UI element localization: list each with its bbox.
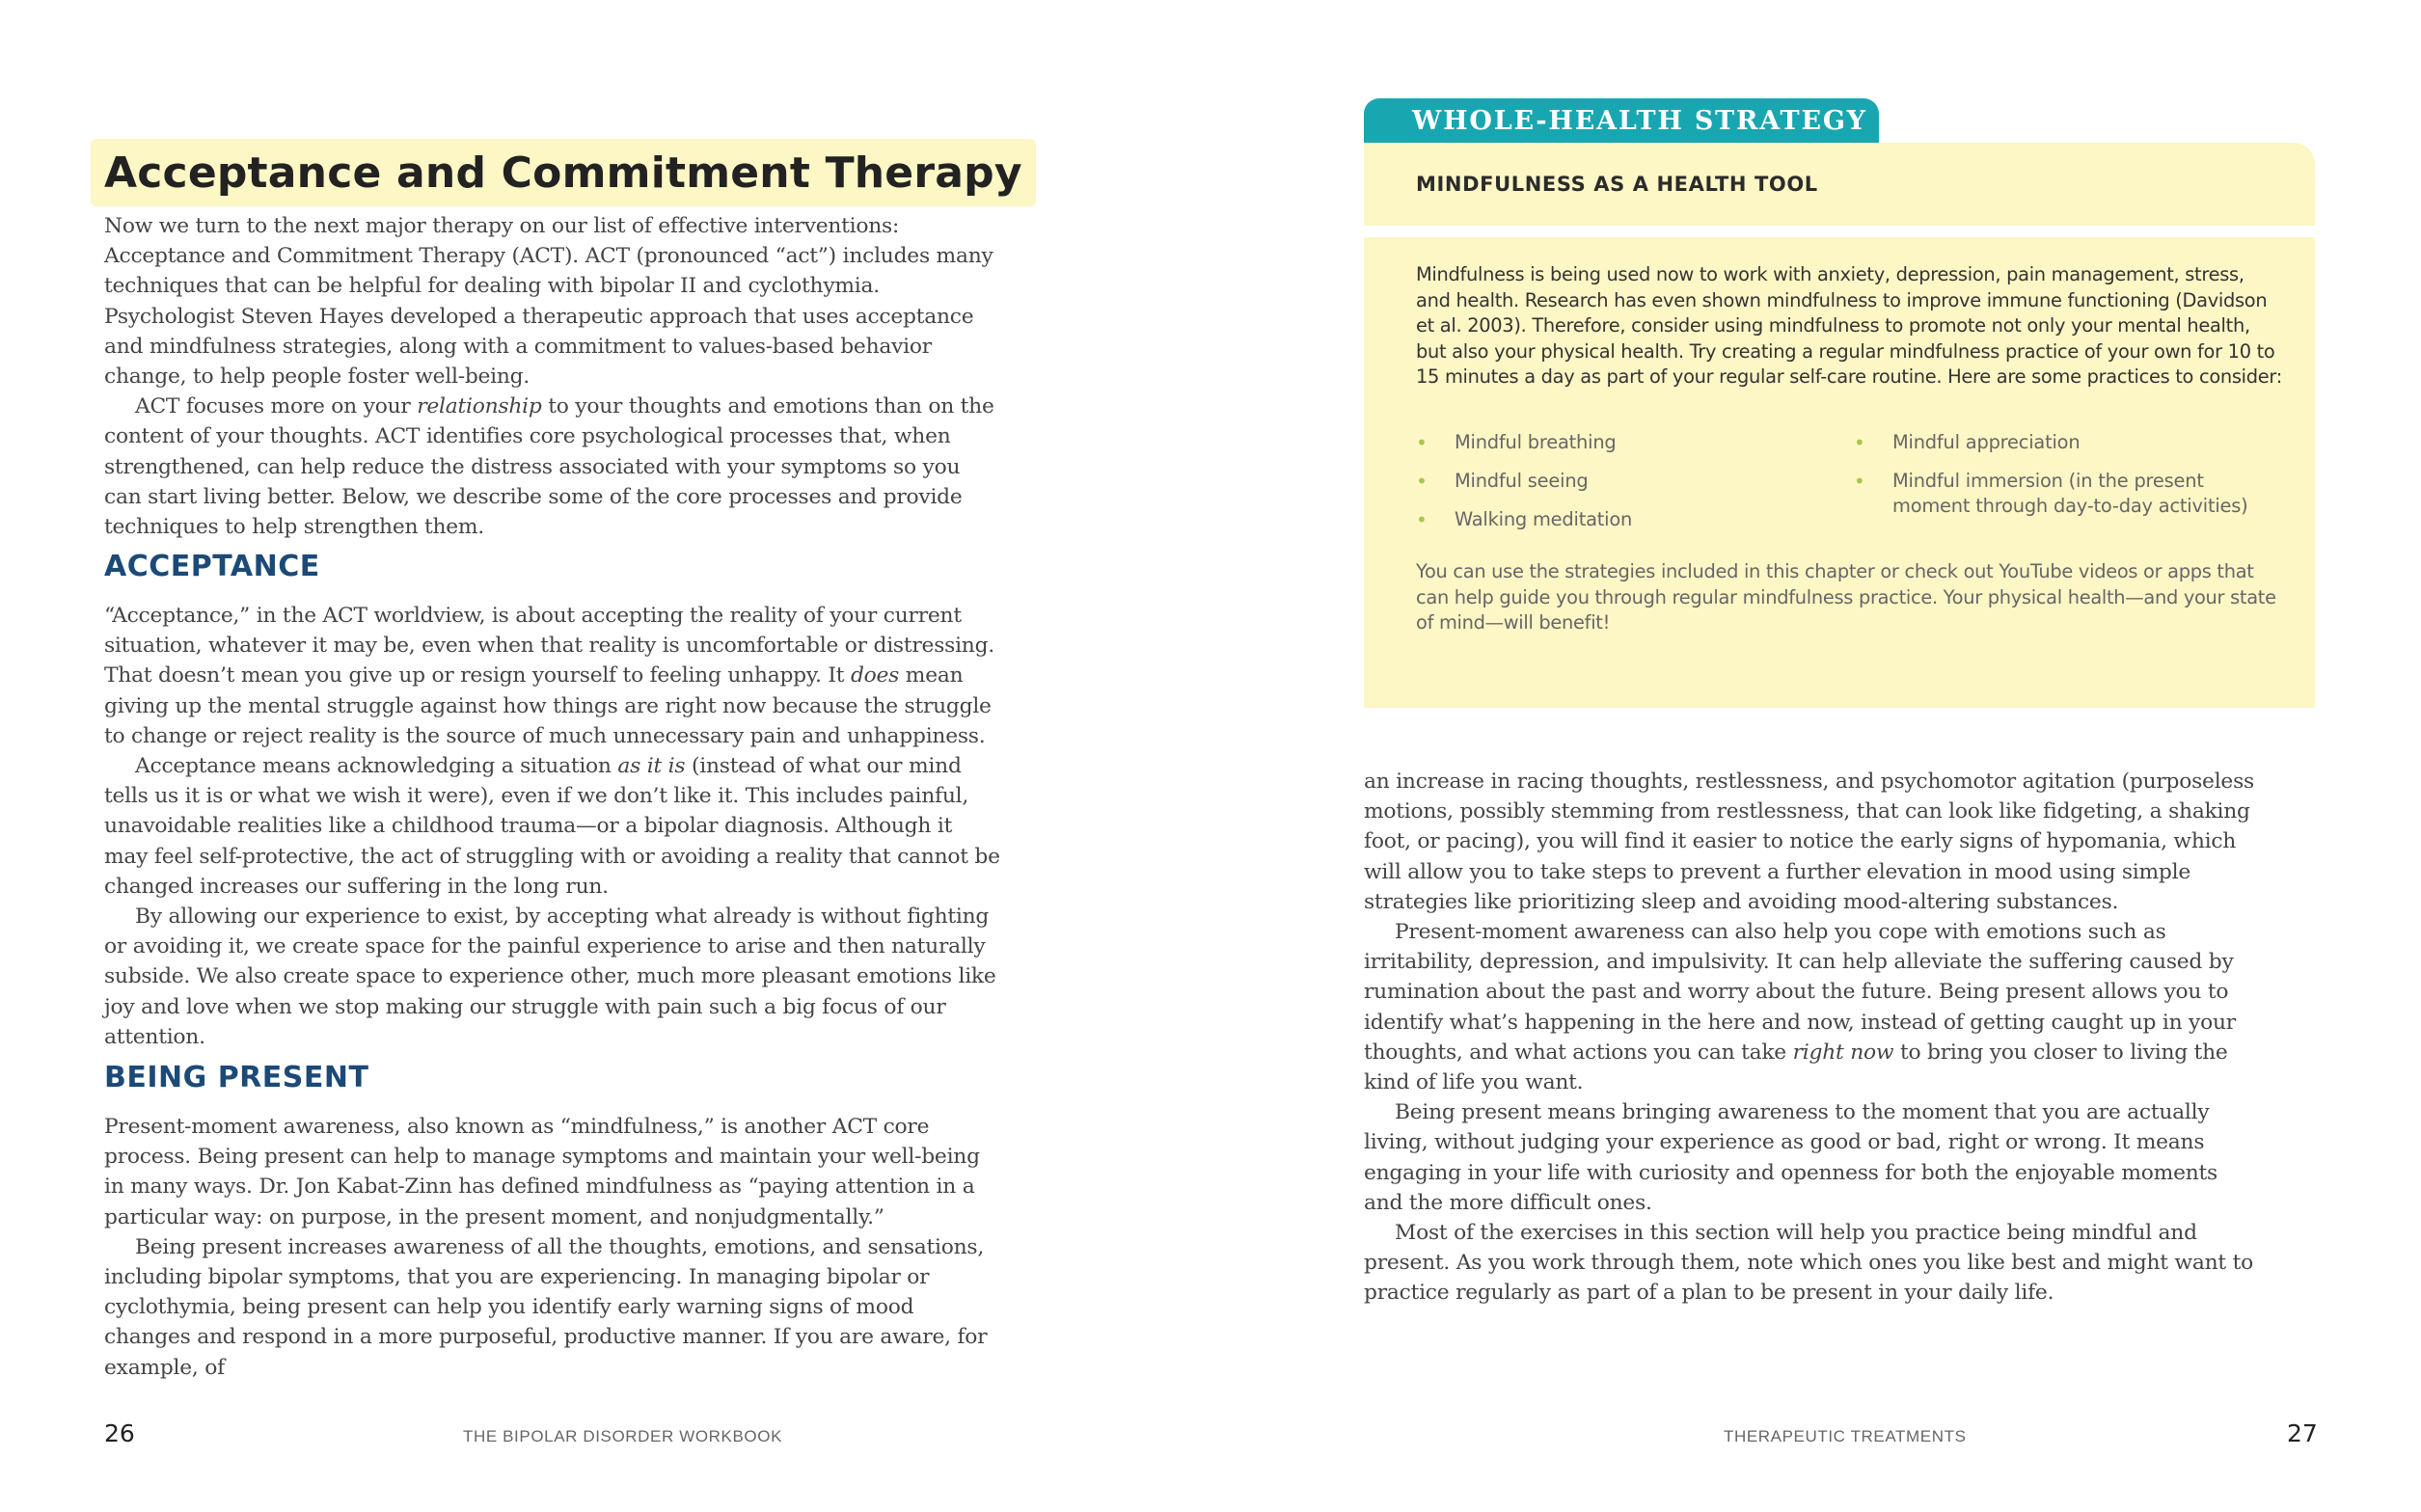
sidebar-closing: You can use the strategies included in this chapter or check out YouTube videos or apps that can help guide you through regular mindfulness practice. Your physical health—and your state of mind—will benefit!	[1416, 560, 2276, 634]
page-number-left: 26	[104, 1419, 135, 1447]
right-paragraph-2: Present-moment awareness can also help you cope with emotions such as irritability, depression, and impulsivity. It can help alleviate the suffering caused by rumination about the past and worry about the future. Being present allows you to identify what’s happening in the here and now, instead of getting caught up in your thoughts, and what actions you can take right now to bring you closer to living the kind of life you want.	[1364, 920, 2236, 1095]
bullet-icon: •	[1854, 431, 1865, 454]
list-item: • Mindful breathing	[1416, 431, 1617, 454]
bullet-icon: •	[1854, 470, 1865, 493]
being-present-heading: BEING PRESENT	[104, 1061, 369, 1094]
right-paragraph-3: Being present means bringing awareness to the moment that you are actually living, without judging your experience as good or bad, right or wrong. It means engaging in your life with curiosity and openness for both the enjoyable moments and the more difficult ones.	[1364, 1100, 2217, 1215]
right-page	[1210, 0, 2421, 1512]
being-present-paragraph-2: Being present increases awareness of all the thoughts, emotions, and sensations, including bipolar symptoms, that you are experiencing. In managing bipolar or cyclothymia, being present can help you identify early warning signs of mood changes and respond in a more purposeful, productive manner. If you are aware, for example, of	[104, 1234, 988, 1380]
bullet-icon: •	[1416, 508, 1428, 531]
bullet-icon: •	[1416, 470, 1428, 493]
left-page	[0, 0, 1210, 1512]
acceptance-paragraph-3: By allowing our experience to exist, by accepting what already is without fighting or avoiding it, we create space for the painful experience to arise and then naturally subside. We also create space to experience other, much more pleasant emotions like joy and love when we stop making our struggle with pain such a big focus of our attention.	[104, 904, 996, 1049]
being-present-paragraph-1: Present-moment awareness, also known as “mindfulness,” is another ACT core process. Being present can help to manage symptoms and maintain your well-being in many ways. Dr. Jon Kabat-Zinn has defined mindfulness as “paying attention in a particular way: on purpose, in the present moment, and nonjudgmentally.”	[104, 1115, 980, 1229]
bullet-icon: •	[1416, 431, 1428, 454]
being-present-text	[104, 1112, 1001, 1383]
acceptance-text	[104, 601, 1001, 1052]
running-head-left: THE BIPOLAR DISORDER WORKBOOK	[463, 1427, 783, 1445]
chapter-section-title: Acceptance and Commitment Therapy	[91, 139, 1036, 206]
list-item: • Mindful immersion (in the present moment through day-to-day activities)	[1854, 470, 2248, 517]
right-paragraph-4: Most of the exercises in this section will help you practice being mindful and present. As you work through them, note which ones you like best and might want to practice regularly as part of a plan to be present in your daily life.	[1364, 1221, 2253, 1306]
intro-paragraph-1: Now we turn to the next major therapy on our list of effective interventions: Acceptance and Commitment Therapy (ACT). ACT (pronounced “act”) includes many techniques that can be helpful for dealing with bipolar II and cyclothymia. Psychologist Steven Hayes developed a therapeutic approach that uses acceptance and mindfulness strategies, along with a commitment to values-based behavior change, to help people foster well-being.	[104, 214, 993, 390]
whole-health-strategy-tab: WHOLE-HEALTH STRATEGY	[1364, 98, 1879, 143]
sidebar-heading: MINDFULNESS AS A HEALTH TOOL	[1364, 143, 2315, 226]
acceptance-paragraph-1: “Acceptance,” in the ACT worldview, is about accepting the reality of your current situation, whatever it may be, even when that reality is uncomfortable or distressing. That doesn’t mean you give up or resign yourself to feeling unhappy. It does mean giving up the mental struggle against how things are right now because the struggle to change or reject reality is the source of much unnecessary pain and unhappiness.	[104, 604, 994, 748]
list-item: • Mindful appreciation	[1854, 431, 2081, 454]
right-paragraph-1: an increase in racing thoughts, restlessness, and psychomotor agitation (purposeless motions, possibly stemming from restlessness, that can look like fidgeting, a shaking foot, or pacing), you will find it easier to notice the early signs of hypomania, which will allow you to take steps to prevent a further elevation in mood using simple strategies like prioritizing sleep and avoiding mood-altering substances.	[1364, 770, 2254, 914]
acceptance-paragraph-2: Acceptance means acknowledging a situation as it is (instead of what our mind tells us it is or what we wish it were), even if we don’t like it. This includes painful, unavoidable realities like a childhood trauma—or a bipolar diagnosis. Although it may feel self-protective, the act of struggling with or avoiding a reality that cannot be changed increases our suffering in the long run.	[104, 754, 1000, 899]
list-item: • Mindful seeing	[1416, 470, 1589, 493]
running-head-right: THERAPEUTIC TREATMENTS	[1724, 1427, 1967, 1445]
intro-text	[104, 211, 1001, 542]
page-number-right: 27	[2287, 1419, 2318, 1447]
acceptance-heading: ACCEPTANCE	[104, 550, 320, 583]
list-item: • Walking meditation	[1416, 508, 1633, 531]
intro-paragraph-2: ACT focuses more on your relationship to your thoughts and emotions than on the content of your thoughts. ACT identifies core psychological processes that, when strengthened, can help reduce the distress associated with your symptoms so you can start living better. Below, we describe some of the core processes and provide techniques to help strengthen them.	[104, 394, 994, 540]
right-page-text	[1364, 767, 2261, 1309]
sidebar-intro: Mindfulness is being used now to work with anxiety, depression, pain management, stress, and health. Research has even shown mindfulness to improve immune functioning (Davidson et al. 2003). Therefore, consider using mindfulness to promote not only your mental health, but also your physical health. Try creating a regular mindfulness practice of your own for 10 to 15 minutes a day as part of your regular self-care routine. Here are some practices to consider:	[1416, 263, 2282, 389]
